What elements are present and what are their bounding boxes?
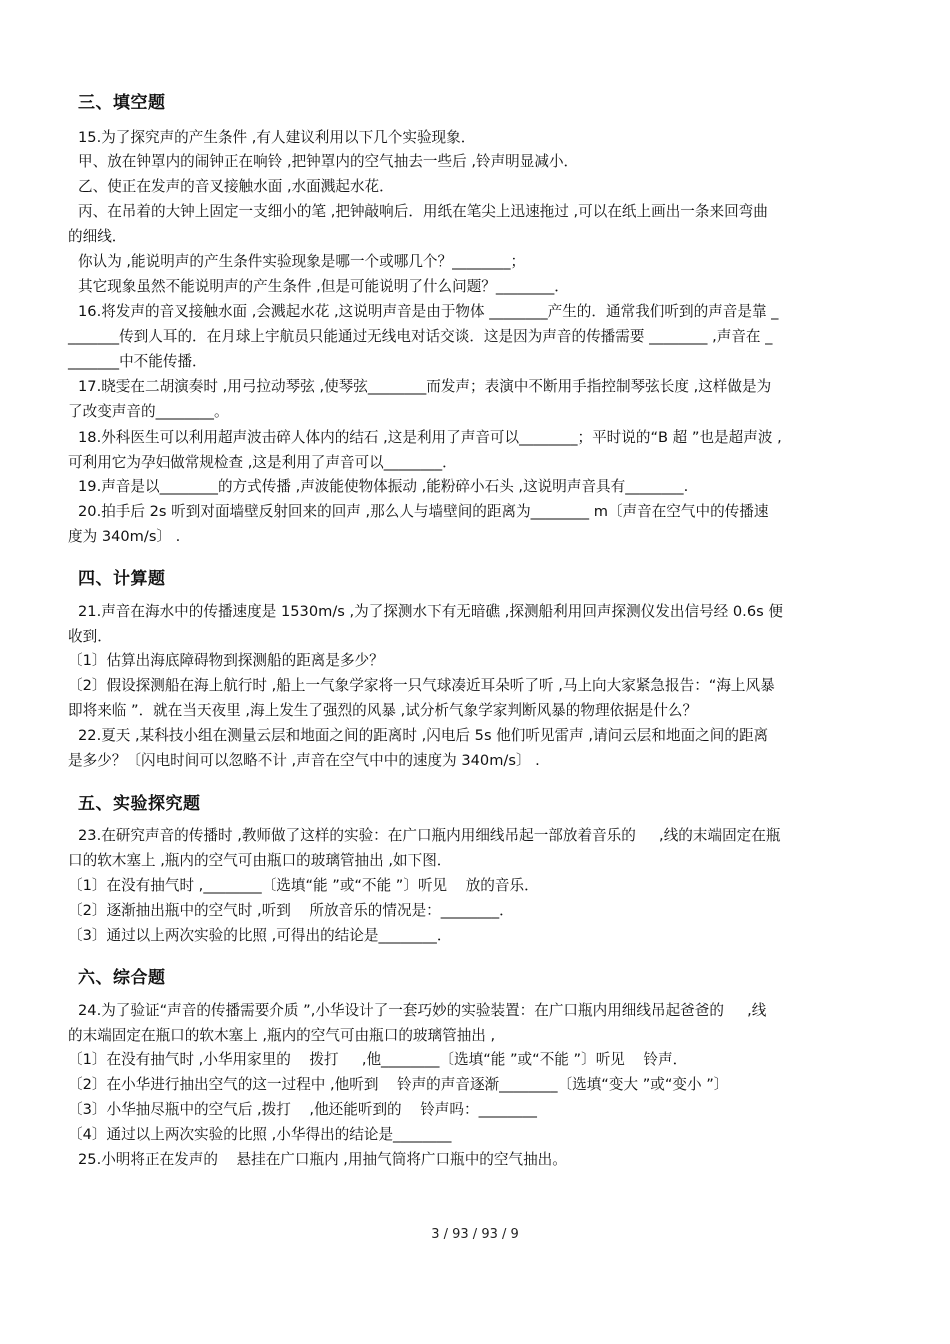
- question-19: 19.声音是以________的方式传播 ,声波能使物体振动 ,能粉碎小石头 ,这说明声音具有________.: [78, 478, 689, 495]
- question-21-part-2-cont: 即将来临 ”．就在当天夜里 ,海上发生了强烈的风暴 ,试分析气象学家判断风暴的物理依据是什么？: [68, 702, 698, 719]
- question-21-line-2: 收到．: [68, 628, 112, 645]
- section-heading-calculation: 四、计算题: [78, 569, 166, 589]
- question-15-option-c: 丙、在吊着的大钟上固定一支细小的笔 ,把钟敲响后．用纸在笔尖上迅速拖过 ,可以在纸上画出一条来回弯曲: [78, 203, 768, 220]
- section-heading-fill-blank: 三、填空题: [78, 93, 166, 113]
- question-21-line-1: 21.声音在海水中的传播速度是 1530m/s ,为了探测水下有无暗礁 ,探测船利用回声探测仪发出信号经 0.6s 便: [78, 603, 783, 620]
- question-16-line-3: _______中不能传播．: [68, 353, 207, 370]
- question-16-line-2: _______传到人耳的．在月球上宇航员只能通过无线电对话交谈．这是因为声音的传播需要 ________ ,声音在 _: [68, 328, 773, 345]
- question-17-line-2: 了改变声音的________。: [68, 403, 229, 420]
- question-15-option-b: 乙、使正在发声的音叉接触水面 ,水面溅起水花．: [78, 178, 394, 195]
- question-18-line-1: 18.外科医生可以利用超声波击碎人体内的结石 ,这是利用了声音可以________；平时说的“B 超 ”也是超声波 ,: [78, 429, 782, 446]
- question-15-prompt-1: 你认为 ,能说明声的产生条件实验现象是哪一个或哪几个？________；: [78, 253, 526, 270]
- question-16-line-1: 16.将发声的音叉接触水面 ,会溅起水花 ,这说明声音是由于物体 ________产生的．通常我们听到的声音是靠 _: [78, 303, 779, 320]
- question-24-line-2: 的末端固定在瓶口的软木塞上 ,瓶内的空气可由瓶口的玻璃管抽出 ,: [68, 1027, 496, 1044]
- question-15-stem: 15.为了探究声的产生条件 ,有人建议利用以下几个实验现象．: [78, 129, 476, 146]
- question-21-part-1: 〔1〕估算出海底障碍物到探测船的距离是多少？: [68, 652, 384, 669]
- question-17-line-1: 17.晓雯在二胡演奏时 ,用弓拉动琴弦 ,使琴弦________而发声；表演中不断用手指控制琴弦长度 ,这样做是为: [78, 378, 772, 395]
- question-22-line-1: 22.夏天 ,某科技小组在测量云层和地面之间的距离时 ,闪电后 5s 他们听见雷声 ,请问云层和地面之间的距离: [78, 727, 769, 744]
- question-15-option-c-cont: 的细线．: [68, 228, 127, 245]
- question-24-part-4: 〔4〕通过以上两次实验的比照 ,小华得出的结论是________: [68, 1126, 452, 1143]
- question-20-line-1: 20.拍手后 2s 听到对面墙壁反射回来的回声 ,那么人与墙壁间的距离为________ m〔声音在空气中的传播速: [78, 503, 769, 520]
- question-23-part-2: 〔2〕逐渐抽出瓶中的空气时 ,听到 所放音乐的情况是：________．: [68, 902, 514, 919]
- question-24-part-1: 〔1〕在没有抽气时 ,小华用家里的 拨打 ,他________〔选填“能 ”或“不能 ”〕听见 铃声．: [68, 1051, 688, 1068]
- question-25: 25.小明将正在发声的 悬挂在广口瓶内 ,用抽气筒将广口瓶中的空气抽出。: [78, 1151, 567, 1168]
- page-number: 3 / 93 / 93 / 9: [431, 1227, 519, 1242]
- question-24-line-1: 24.为了验证“声音的传播需要介质 ”,小华设计了一套巧妙的实验装置：在广口瓶内用细线吊起爸爸的 ,线: [78, 1002, 767, 1019]
- question-15-prompt-2: 其它现象虽然不能说明声的产生条件 ,但是可能说明了什么问题？________．: [78, 278, 569, 295]
- question-23-part-1: 〔1〕在没有抽气时 ,________〔选填“能 ”或“不能 ”〕听见 放的音乐．: [68, 877, 539, 894]
- question-24-part-2: 〔2〕在小华进行抽出空气的这一过程中 ,他听到 铃声的声音逐渐________〔选填“变大 ”或“变小 ”〕: [68, 1076, 729, 1093]
- question-23-line-2: 口的软木塞上 ,瓶内的空气可由瓶口的玻璃管抽出 ,如下图．: [68, 852, 452, 869]
- section-heading-comprehensive: 六、综合题: [78, 968, 166, 988]
- question-20-line-2: 度为 340m/s〕 .: [68, 528, 181, 545]
- question-23-line-1: 23.在研究声音的传播时 ,教师做了这样的实验：在广口瓶内用细线吊起一部放着音乐的 ,线的末端固定在瓶: [78, 827, 781, 844]
- section-heading-experiment: 五、实验探究题: [78, 794, 201, 814]
- question-15-option-a: 甲、放在钟罩内的闹钟正在响铃 ,把钟罩内的空气抽去一些后 ,铃声明显减小．: [78, 153, 579, 170]
- question-24-part-3: 〔3〕小华抽尽瓶中的空气后 ,拨打 ,他还能听到的 铃声吗：________: [68, 1101, 537, 1118]
- question-23-part-3: 〔3〕通过以上两次实验的比照 ,可得出的结论是________．: [68, 927, 452, 944]
- question-18-line-2: 可利用它为孕妇做常规检查 ,这是利用了声音可以________．: [68, 454, 457, 471]
- question-22-line-2: 是多少？〔闪电时间可以忽略不计 ,声音在空气中中的速度为 340m/s〕 .: [68, 752, 540, 769]
- question-21-part-2: 〔2〕假设探测船在海上航行时 ,船上一气象学家将一只气球凑近耳朵听了听 ,马上向大家紧急报告：“海上风暴: [68, 677, 775, 694]
